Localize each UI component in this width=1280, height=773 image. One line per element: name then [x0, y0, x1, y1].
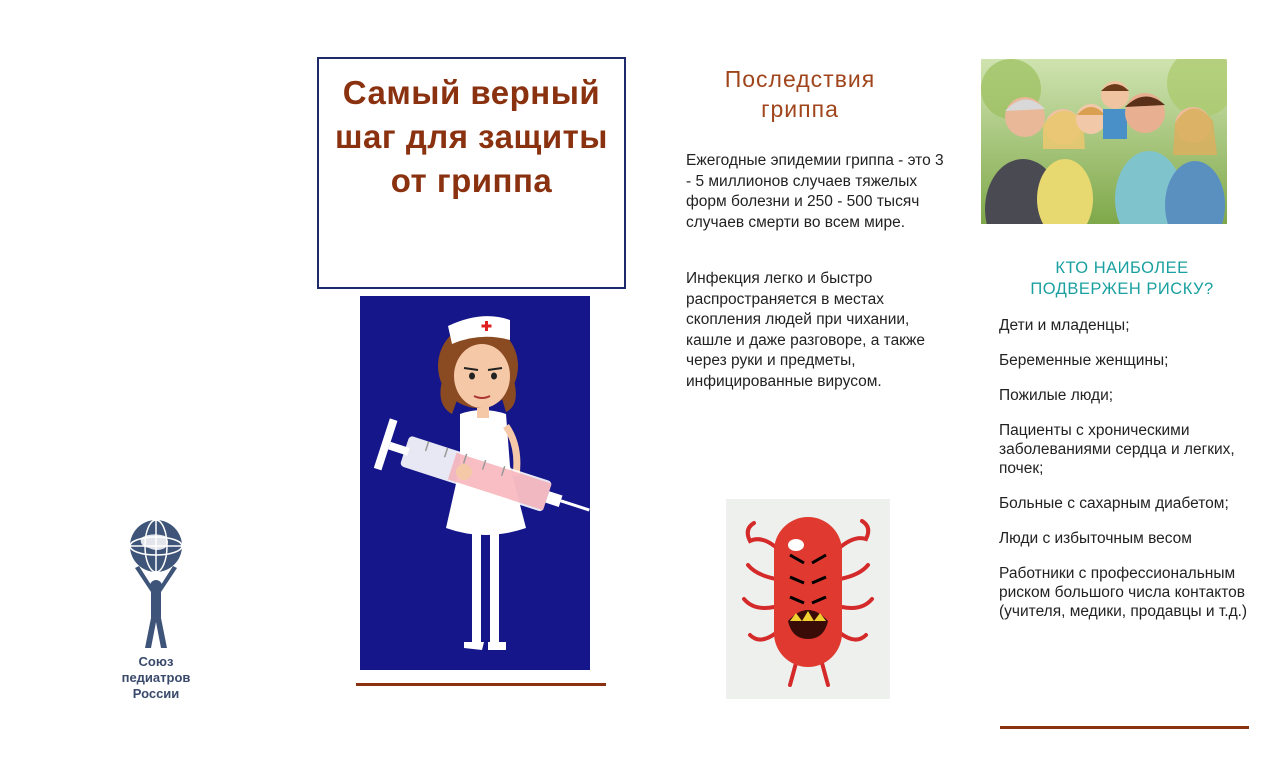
epidemic-statistics-text: Ежегодные эпидемии гриппа - это 3 - 5 миллионов случаев тяжелых форм болезни и 250 - 500 тысяч случаев смерти во всем мире.	[686, 152, 944, 231]
risk-groups-list	[999, 316, 1249, 637]
divider-line	[356, 683, 606, 686]
union-of-pediatricians-logo	[108, 518, 204, 702]
list-item: Дети и младенцы;	[999, 317, 1130, 334]
list-item: Пациенты с хроническими заболеваниями сердца и легких, почек;	[999, 422, 1235, 477]
list-item: Пожилые люди;	[999, 387, 1114, 404]
nurse-with-syringe-illustration	[360, 296, 590, 670]
logo-line: педиатров	[121, 670, 191, 685]
list-item: Больные с сахарным диабетом;	[999, 495, 1229, 512]
logo-line: России	[132, 686, 180, 701]
list-item: Беременные женщины;	[999, 352, 1169, 369]
title-box	[317, 57, 626, 289]
divider-line	[1000, 726, 1249, 729]
brochure-title: Самый верный шаг для защиты от гриппа	[335, 74, 608, 199]
list-item: Работники с профессиональным риском большого числа контактов (учителя, медики, продавцы и т.д.)	[999, 565, 1248, 620]
logo-line: Союз	[138, 654, 174, 669]
globe-figure-icon	[121, 518, 191, 650]
happy-family-photo	[981, 59, 1227, 224]
list-item: Люди с избыточным весом	[999, 530, 1192, 547]
risk-groups-heading: КТО НАИБОЛЕЕ ПОДВЕРЖЕН РИСКУ?	[1030, 259, 1214, 298]
transmission-text: Инфекция легко и быстро распространяется в местах скопления людей при чихании, кашле и даже разговоре, а также через руки и предметы, инфицированные вирусом.	[686, 270, 925, 390]
consequences-heading: Последствия гриппа	[724, 66, 876, 122]
red-virus-cartoon	[726, 499, 890, 699]
logo-text	[108, 654, 204, 702]
